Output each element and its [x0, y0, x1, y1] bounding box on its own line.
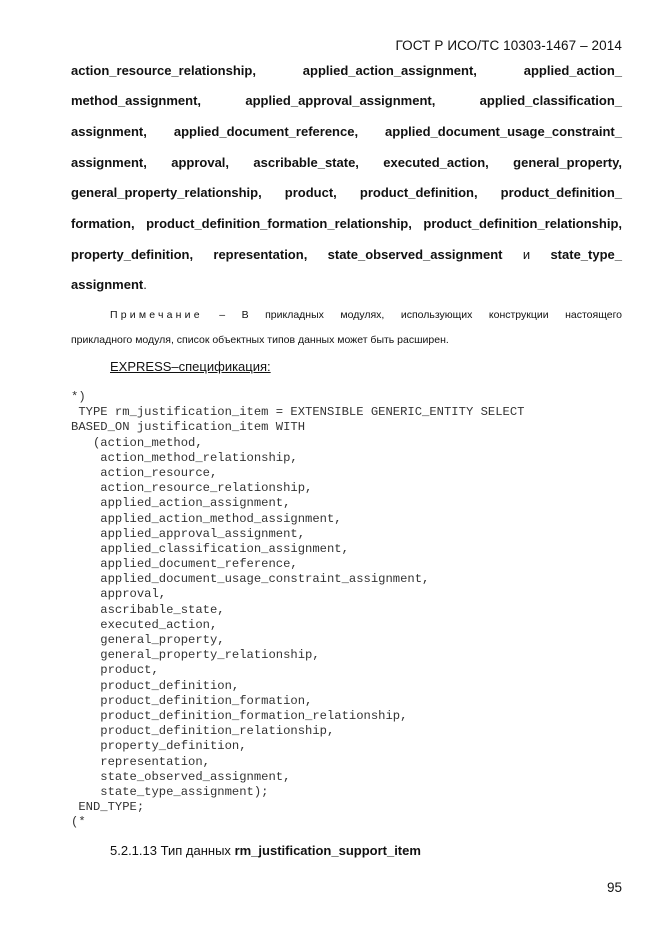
code-line: (* — [71, 815, 86, 830]
body-line-3: assignment, applied_document_reference, applied_document_usage_constraint_ — [71, 124, 622, 139]
section-type-name: rm_justification_support_item — [234, 843, 421, 858]
express-label: EXPRESS–спецификация: — [110, 359, 271, 374]
note-line-1 — [110, 309, 622, 321]
code-line: state_observed_assignment, — [71, 769, 291, 784]
body-line-8 — [71, 277, 147, 292]
code-line: applied_approval_assignment, — [71, 526, 306, 541]
code-line: ascribable_state, — [71, 602, 225, 617]
section-heading — [110, 843, 421, 858]
code-line: general_property_relationship, — [71, 648, 320, 663]
line7-after: state_type_ — [550, 247, 622, 262]
code-line: action_resource_relationship, — [71, 481, 313, 496]
code-line: product_definition, — [71, 678, 240, 693]
code-line: applied_document_usage_constraint_assignment, — [71, 572, 430, 587]
code-line: state_type_assignment); — [71, 784, 269, 799]
code-line: applied_document_reference, — [71, 557, 298, 572]
code-line: general_property, — [71, 633, 225, 647]
code-line: END_TYPE; — [71, 800, 145, 815]
code-line: product, — [71, 663, 159, 678]
code-line: applied_classification_assignment, — [71, 541, 349, 556]
code-line: representation, — [71, 754, 210, 769]
code-line: property_definition, — [71, 739, 247, 754]
code-line: BASED_ON justification_item WITH — [71, 420, 306, 435]
code-line: product_definition_formation_relationship, — [71, 708, 408, 723]
body-line-4: assignment, approval, ascribable_state, executed_action, general_property, — [71, 155, 622, 170]
body-line-6: formation, product_definition_formation_relationship, product_definition_relationship, — [71, 216, 622, 231]
line7-conjunction: и — [522, 247, 531, 262]
note-text-1: В прикладных модулях, использующих конструкции настоящего — [241, 309, 623, 321]
note-label: Примечание — [110, 309, 203, 321]
document-header: ГОСТ Р ИСО/ТС 10303-1467 – 2014 — [395, 38, 622, 53]
note-dash: – — [219, 309, 226, 321]
express-code-block — [71, 390, 524, 830]
code-line: *) — [71, 390, 86, 404]
line8-period: . — [143, 277, 147, 292]
code-line: product_definition_formation, — [71, 693, 313, 708]
section-prefix: Тип данных — [160, 843, 231, 858]
body-line-1: action_resource_relationship, applied_action_assignment, applied_action_ — [71, 63, 622, 78]
body-line-7 — [71, 247, 622, 262]
note-line-2: прикладного модуля, список объектных типов данных может быть расширен. — [71, 334, 449, 346]
code-line: (action_method, — [71, 435, 203, 450]
code-line: executed_action, — [71, 617, 218, 632]
code-line: action_method_relationship, — [71, 450, 298, 465]
code-line: product_definition_relationship, — [71, 724, 335, 739]
body-line-2: method_assignment, applied_approval_assignment, applied_classification_ — [71, 93, 622, 108]
code-line: approval, — [71, 587, 167, 602]
line7-before: property_definition, representation, state_observed_assignment — [71, 247, 503, 262]
code-line: applied_action_method_assignment, — [71, 511, 342, 526]
code-line: applied_action_assignment, — [71, 496, 291, 511]
section-number: 5.2.1.13 — [110, 843, 157, 858]
code-line: action_resource, — [71, 465, 218, 480]
line8-word: assignment — [71, 277, 144, 292]
body-line-5: general_property_relationship, product, product_definition, product_definition_ — [71, 185, 622, 200]
code-line: TYPE rm_justification_item = EXTENSIBLE GENERIC_ENTITY SELECT — [71, 405, 525, 420]
page-number: 95 — [606, 880, 622, 895]
